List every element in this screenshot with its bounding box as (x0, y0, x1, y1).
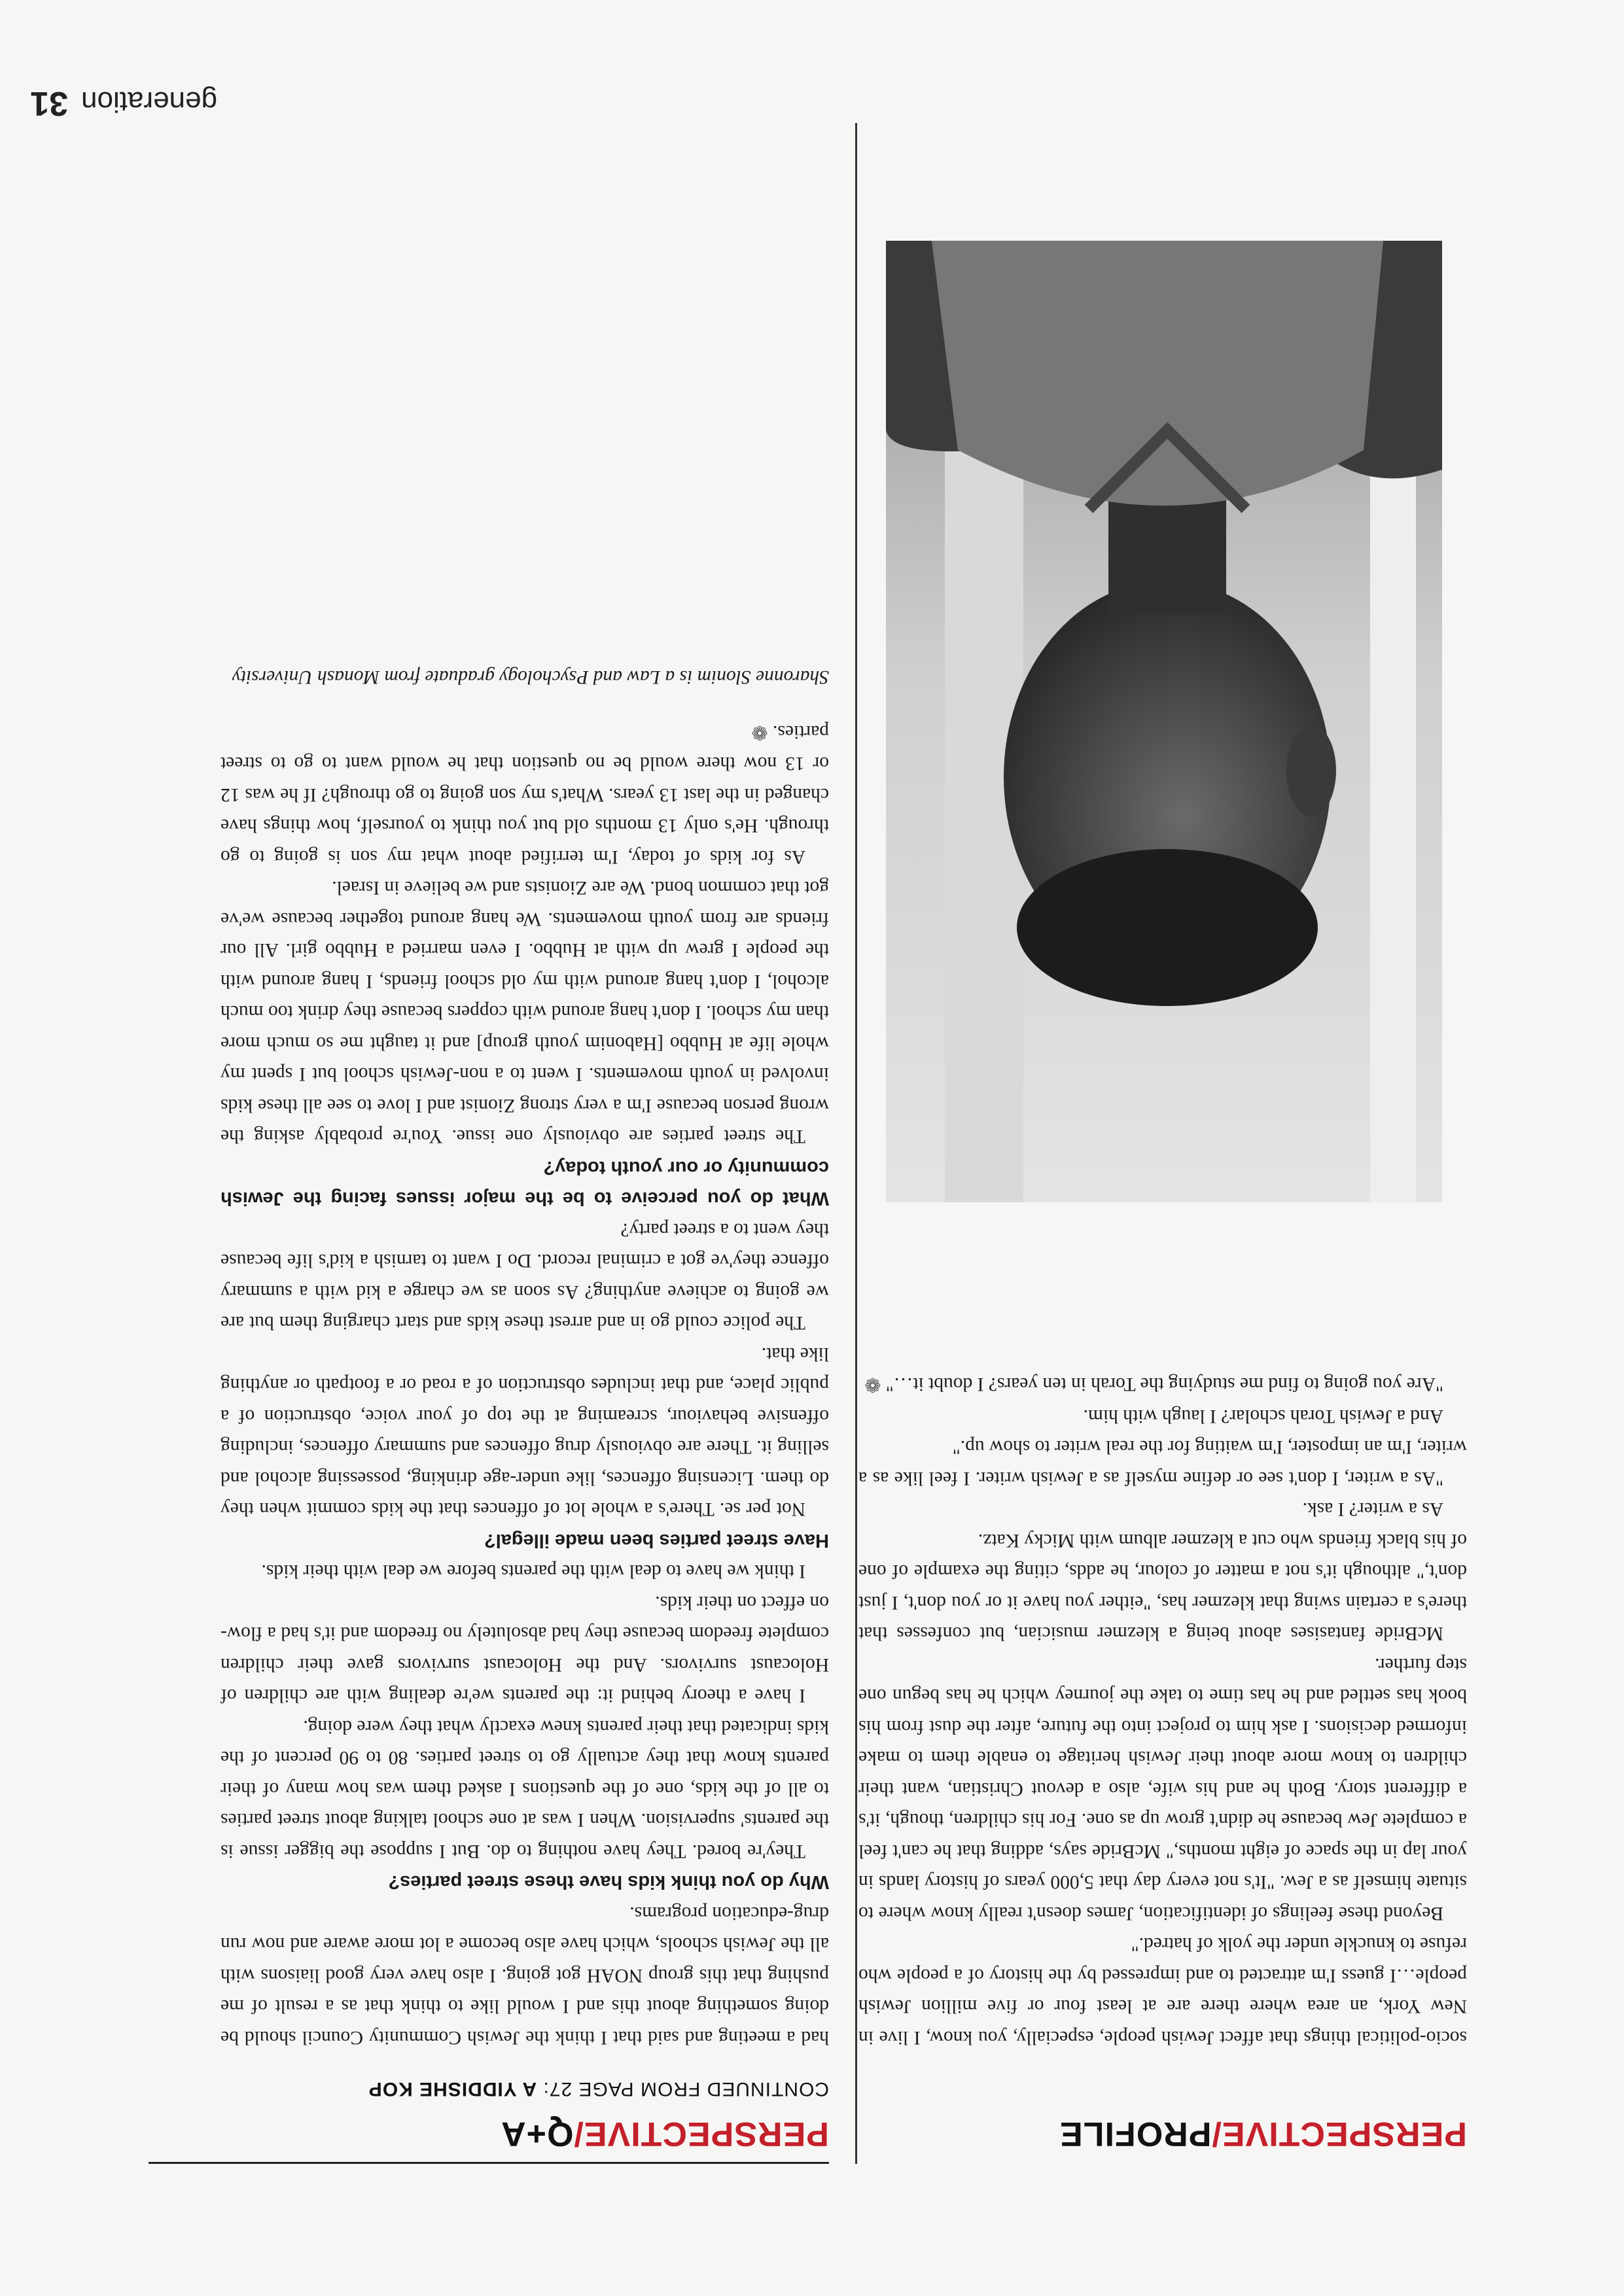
paragraph-text: Why do you think kids have these street parties? (388, 1871, 829, 1893)
answer-paragraph (221, 1338, 829, 1525)
paragraph-text: I think we have to deal with the parents before we deal with their kids. (261, 1561, 805, 1582)
answer-paragraph (221, 716, 829, 873)
portrait-illustration (886, 241, 1442, 1202)
paragraph-text: "Are you going to find me studying the Torah in ten years? I doubt it…" (885, 1374, 1443, 1395)
answer-paragraph (221, 1587, 829, 1711)
page-number: 31 (30, 84, 69, 122)
header-slash: / (573, 2115, 584, 2153)
header-slash: / (1211, 2115, 1222, 2153)
question-heading (221, 1866, 829, 1898)
profile-paragraph (858, 1493, 1467, 1525)
question-heading (221, 1525, 829, 1556)
article-title: A YIDDISHE KOP (368, 2078, 537, 2100)
paragraph-text: McBride fantasises about being a klezmer musician, but confesses that there's a certain swing that klezmer has, "either you have it or you don't, I just don't," although it's not a matter of colour, he adds, citing the example of one of his black friends who cut a klezmer album with Micky Katz. (858, 1530, 1467, 1644)
question-heading (221, 1152, 829, 1214)
paragraph-text: What do you perceive to be the major issues facing the Jewish community or our youth today? (221, 1157, 829, 1209)
answer-paragraph (221, 872, 829, 1152)
profile-paragraph (858, 1368, 1467, 1400)
section-topic: Q+A (501, 2115, 574, 2153)
section-topic: PROFILE (1059, 2115, 1212, 2153)
answer-paragraph (221, 1214, 829, 1338)
qa-section-header (501, 2114, 829, 2153)
continued-subhead (368, 2078, 829, 2100)
paragraph-text: And a Jewish Torah scholar? I laugh with him. (1083, 1406, 1443, 1427)
paragraph-text: Beyond these feelings of identification, James doesn't really know where to situate himself as a Jew. "It's not every day that 5,000 years of history lands in your lap in the space of eight months," McBride says, adding that he can't feel a complete Jew because he didn't grow up as one. For his children, though, it's a different story. Both he and his wife, also a devout Christian, want their children to know more about their Jewish heritage to enable them to make informed decisions. I ask him to project into the future, after the dust from his book has settled and he has time to take the journey which he has begun one step further. (858, 1654, 1467, 1924)
paragraph-text: As a writer? I ask. (1302, 1499, 1443, 1520)
profile-paragraph (858, 1649, 1467, 1929)
answer-paragraph (221, 1711, 829, 1867)
paragraph-text: Have street parties been made illegal? (484, 1530, 829, 1551)
section-label: PERSPECTIVE (1221, 2115, 1467, 2153)
continued-from-label: CONTINUED FROM PAGE 27: (542, 2078, 829, 2100)
answer-paragraph (221, 1898, 829, 2053)
profile-paragraph (858, 1928, 1467, 2053)
paragraph-text: had a meeting and said that I think the Jewish Community Council should be doing something about this and I would like to think that as a result of me pushing that this group NOAH got going. I also have very good liaisons with all the Jewish schools, which have also become a lot more aware and now run drug-education programs. (221, 1903, 829, 2048)
magazine-name: generation (81, 86, 217, 118)
paragraph-text: I have a theory behind it: the parents we're dealing with are children of Holocaust survivors. And the Holocaust survivors gave their children complete freedom because they had absolutely no freedom and it's had a flow-on effect on their kids. (221, 1592, 829, 1707)
paragraph-text: As for kids of today, I'm terrified about what my son is going to go through. He's only 13 months old but you think to yourself, how things have changed in the last 13 years. What's my son going to go through? If he was 12 or 13 now there would be no question that he would want to go to street parties. (221, 722, 829, 867)
header-rule (149, 2162, 829, 2164)
paragraph-text: "As a writer, I don't see or define myself as a Jewish writer. I feel like as a writer, I'm an imposter, I'm waiting for the real writer to show up." (858, 1436, 1467, 1489)
paragraph-text: The street parties are obviously one issue. You're probably asking the wrong person because I'm a very strong Zionist and I love to see all these kids involved in youth movements. I went to a non-Jewish school but I spent my whole life at Hubbo [Habonim youth group] and it taught me so much more than my school. I don't hang around with coppers because they drink too much alcohol, I don't hang around with my old school friends, I hang around with the people I grew up with at Hubbo. I even married a Hubbo girl. All our friends are from youth movements. We hang around together because we've got that common bond. We are Zionists and we believe in Israel. (221, 877, 829, 1147)
paragraph-text: They're bored. They have nothing to do. But I suppose the bigger issue is the parents' supervision. When I was at one school talking about street parties to all of the kids, one of the questions I asked them was how many of their parents know that they actually go to street parties. 80 to 90 percent of the kids indicated that their parents knew exactly what they were doing. (221, 1716, 829, 1862)
profile-paragraph (858, 1525, 1467, 1649)
profile-paragraph (858, 1400, 1467, 1432)
end-mark-icon: ❁ (751, 722, 768, 743)
end-mark-icon: ❁ (864, 1374, 881, 1396)
profile-paragraph (858, 1431, 1467, 1493)
profile-section-header (1059, 2114, 1467, 2153)
author-credit: Sharonne Slonim is a Law and Psychology graduate from Monash University (232, 667, 829, 688)
paragraph-text: The police could go in and arrest these kids and start charging them but are we going to achieve anything? As soon as we charge a kid with a summary offence they've got a criminal record. Do I want to tarnish a kid's life because they went to a street party? (221, 1219, 829, 1334)
column-divider (855, 123, 857, 2164)
paragraph-text: Not per se. There's a whole lot of offences that the kids commit when they do them. Licensing offences, like under-age drinking, possessing alcohol and selling it. There are obviously drug offences and summary offences, including offensive behaviour, screaming at the top of your voice, obstruction of a public place, and that includes obstruction of a road or a footpath or anything like that. (221, 1344, 829, 1520)
qa-article-column (221, 661, 829, 2053)
section-label: PERSPECTIVE (583, 2115, 829, 2153)
page-footer (30, 84, 217, 123)
paragraph-text: socio-political things that affect Jewish people, especially, you know, I live in New York, an area where there are at least four or five million Jewish people…I guess I'm attracted to and impressed by the history of a people who refuse to knuckle under the yolk of hatred." (858, 1934, 1467, 2048)
portrait-photo (886, 241, 1442, 1202)
answer-paragraph (221, 1556, 829, 1587)
profile-article-column (858, 1368, 1467, 2053)
